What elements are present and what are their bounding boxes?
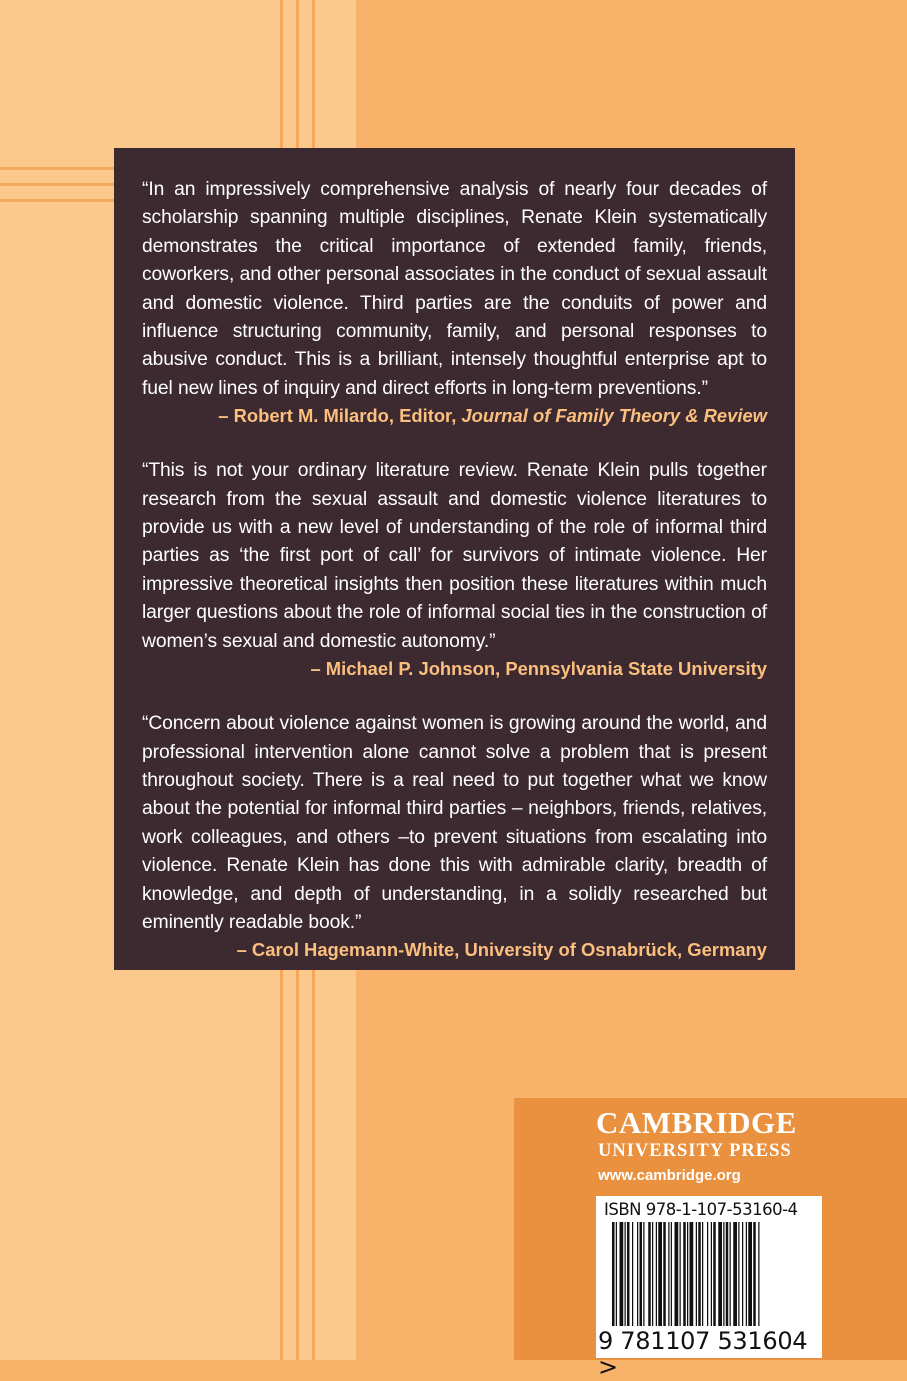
barcode-bar: [696, 1222, 697, 1326]
barcode-bar: [625, 1222, 626, 1326]
barcode-bar: [671, 1222, 672, 1326]
isbn-label: ISBN 978-1-107-53160-4: [604, 1200, 798, 1219]
review-quote: “Concern about violence against women is growing around the world, and professional intervention alone cannot solve a problem that is present throughout society. There is a real need to put together what we know about the potential for informal third parties – neighbors, friends, relatives, work colleagues, and others –to prevent situations from escalating into violence. Renate Klein has done this with admirable clarity, breadth of knowledge, and depth of understanding, in a solidly researched but eminently readable book.”: [142, 713, 767, 933]
publisher-subtitle: UNIVERSITY PRESS: [598, 1141, 792, 1161]
publisher-name: CAMBRIDGE: [596, 1105, 797, 1140]
barcode-bar: [663, 1222, 666, 1326]
barcode-bar: [758, 1222, 759, 1326]
attribution-text: – Robert M. Milardo, Editor,: [218, 405, 462, 427]
barcode-bar: [748, 1222, 752, 1326]
review-quote: “This is not your ordinary literature review. Renate Klein pulls together research from the sexual assault and domestic violence literatures to provide us with a new level of understanding of the role of informal third parties as ‘the first port of call’ for survivors of intimate violence. Her impressive theoretical insights then position these literatures within much larger questions about the role of informal social ties in the construction of women’s sexual and domestic autonomy.”: [142, 460, 767, 652]
barcode-bar: [753, 1222, 756, 1326]
barcode-bar: [702, 1222, 703, 1326]
barcode-digits: 9 781107 531604 >: [598, 1327, 808, 1381]
barcode-bar: [637, 1222, 638, 1326]
barcode-bar: [687, 1222, 688, 1326]
barcode-bar: [690, 1222, 694, 1326]
barcode-bar: [723, 1222, 724, 1326]
barcode-bar: [738, 1222, 739, 1326]
review-attribution: – Carol Hagemann-White, University of Osnabrück, Germany: [236, 939, 767, 961]
barcode: [596, 1196, 822, 1381]
barcode-bar: [648, 1222, 651, 1326]
publisher-block: [514, 1098, 907, 1381]
review-attribution: – Michael P. Johnson, Pennsylvania State University: [310, 658, 767, 680]
publisher-url: www.cambridge.org: [598, 1167, 741, 1184]
barcode-bar: [680, 1222, 681, 1326]
decorative-horizontal-line: [0, 199, 120, 202]
barcode-bar: [726, 1222, 729, 1326]
decorative-horizontal-line: [0, 167, 120, 170]
barcode-bar: [730, 1222, 731, 1326]
barcode-bar: [627, 1222, 630, 1326]
barcode-bar: [718, 1222, 722, 1326]
barcode-bar: [683, 1222, 686, 1326]
barcode-bar: [620, 1222, 624, 1326]
barcode-bars-icon: [612, 1222, 808, 1330]
barcode-bar: [656, 1222, 657, 1326]
barcode-bar: [643, 1222, 644, 1326]
barcode-bar: [668, 1222, 669, 1326]
decorative-horizontal-line: [0, 183, 120, 186]
barcode-bar: [742, 1222, 743, 1326]
barcode-bar: [698, 1222, 701, 1326]
barcode-bar: [652, 1222, 653, 1326]
barcode-bar: [632, 1222, 633, 1326]
barcode-bar: [733, 1222, 737, 1326]
barcode-bar: [713, 1222, 716, 1326]
barcode-bar: [616, 1222, 617, 1326]
barcode-bar: [612, 1222, 615, 1326]
review-quote: “In an impressively comprehensive analysis of nearly four decades of scholarship spanning multiple disciplines, Renate Klein systematically demonstrates the critical importance of extended family, friends, coworkers, and other personal associates in the conduct of sexual assault and domestic violence. Third parties are the conduits of power and influence structuring community, family, and personal responses to abusive conduct. This is a brilliant, intensely thoughtful enterprise apt to fuel new lines of inquiry and direct efforts in long-term preventions.”: [142, 179, 767, 399]
barcode-bar: [675, 1222, 679, 1326]
review-attribution: [142, 403, 767, 429]
barcode-bar: [640, 1222, 643, 1326]
reviews-panel: [114, 148, 795, 970]
journal-title: Journal of Family Theory & Review: [461, 405, 767, 427]
barcode-bar: [746, 1222, 747, 1326]
barcode-bar: [658, 1222, 662, 1326]
barcode-bar: [707, 1222, 708, 1326]
barcode-bar: [711, 1222, 712, 1326]
